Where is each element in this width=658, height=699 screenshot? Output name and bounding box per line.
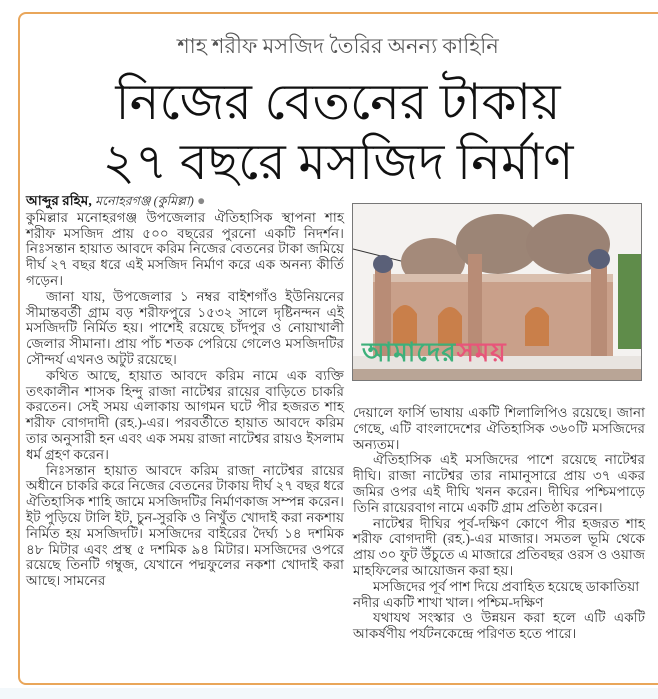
- paragraph-text: কুমিল্লার মনোহরগঞ্জ উপজেলার ঐতিহাসিক স্থাপনা শাহ শরীফ মসজিদ প্রায় ৫০০ বছরের পুরনো একটি নিদর্শন। নিঃসন্তান হায়াত আবদে করিম নিজের বেতনের টাকা জমিয়ে দীর্ঘ ২৭ বছর ধরে এই মসজিদ নির্মাণ করে এক অনন্য কীর্তি গড়েন।: [26, 209, 344, 288]
- watermark-part-1: আমাদের: [362, 338, 457, 367]
- watermark-part-2: সময়: [456, 338, 507, 367]
- article-kicker: শাহ শরীফ মসজিদ তৈরির অনন্য কাহিনি: [177, 34, 499, 58]
- paragraph: জানা যায়, উপজেলার ১ নম্বর বাইশগাঁও ইউনিয়নের সীমান্তবর্তী গ্রাম বড় শরীফপুরে ১৫৩২ সালে দৃষ্টিনন্দন এই মসজিদটি নির্মিত হয়। পাশেই রয়েছে চাঁদপুর ও নোয়াখালী জেলার সীমানা। প্রায় পাঁচ শতক পেরিয়ে গেলেও মসজিদটির সৌন্দর্য এখনও অটুট রয়েছে।: [26, 288, 344, 367]
- byline-bullet: ●: [197, 193, 206, 208]
- newspaper-watermark: [362, 338, 507, 368]
- paragraph: মসজিদের পূর্ব পাশ দিয়ে প্রবাহিত হয়েছে ডাকাতিয়া নদীর একটি শাখা খাল। পশ্চিম-দক্ষিণ: [353, 578, 640, 610]
- paragraph: ঐতিহাসিক এই মসজিদের পাশে রয়েছে নাটেশ্বর দীঘি। রাজা নাটেশ্বর তার নামানুসারে প্রায় ৩৭ একর জমির ওপর এই দীঘি খনন করেন। দীঘির পশ্চিমপাড়ে তিনি রায়েরবাগ নামে একটি গ্রাম প্রতিষ্ঠা করেন।: [353, 452, 645, 515]
- headline-line-1: নিজের বেতনের টাকায়: [115, 74, 561, 130]
- bottom-strip: [0, 688, 658, 699]
- left-column: [26, 193, 344, 589]
- byline-paragraph: [26, 193, 344, 289]
- byline-author: আব্দুর রহিম,: [26, 193, 92, 208]
- paragraph: নিঃসন্তান হায়াত আবদে করিম রাজা নাটেশ্বর রায়ের অধীনে চাকরি করে নিজের বেতনের টাকায় দীর্ঘ ২৭ বছর ধরে ঐতিহাসিক শাহি জামে মসজিদটির নির্মাণকাজ সম্পন্ন করেন। ইট পুড়িয়ে টালি ইট, চুন-সুরকি ও নিখুঁত খোদাই করা নকশায় নির্মিত হয় মসজিদটি। মসজিদের বাইরের দৈর্ঘ্য ১৪ দশমিক ৪৮ মিটার এবং প্রস্থ ৫ দশমিক ৯৪ মিটার। মসজিদের ওপরে রয়েছে তিনটি গম্বুজ, যেখানে পদ্মফুলের নকশা খোদাই করা আছে। সামনের: [26, 462, 344, 589]
- paragraph: যথাযথ সংস্কার ও উন্নয়ন করা হলে এটি একটি আকর্ষণীয় পর্যটনকেন্দ্রে পরিণত হতে পারে।: [353, 610, 645, 642]
- right-column: [353, 405, 645, 642]
- paragraph: নাটেশ্বর দীঘির পূর্ব-দক্ষিণ কোণে পীর হজরত শাহ শরীফ বোগদাদী (রহ.)-এর মাজার। সমতল ভূমি থেকে প্রায় ৩০ ফুট উঁচুতে এ মাজারে প্রতিবছর ওরস ও ওয়াজ মাহফিলের আয়োজন করা হয়।: [353, 515, 645, 578]
- paragraph: কথিত আছে, হায়াত আবদে করিম নামে এক ব্যক্তি তৎকালীন শাসক হিন্দু রাজা নাটেশ্বর রায়ের বাড়িতে চাকরি করতেন। সেই সময় এলাকায় আগমন ঘটে পীর হজরত শাহ শরীফ বোগদাদী (রহ.)-এর। পরবর্তীতে হায়াত আবদে করিম তার অনুসারী হন এবং এক সময় রাজা নাটেশ্বর রায়ও ইসলাম ধর্ম গ্রহণ করেন।: [26, 367, 344, 462]
- byline-place: মনোহরগঞ্জ (কুমিল্লা): [95, 194, 194, 208]
- paragraph: দেয়ালে ফার্সি ভাষায় একটি শিলালিপিও রয়েছে। জানা গেছে, এটি বাংলাদেশের ঐতিহাসিক ৩৬০টি মসজিদের অন্যতম।: [353, 405, 645, 452]
- headline-line-2: ২৭ বছরে মসজিদ নির্মাণ: [102, 134, 574, 190]
